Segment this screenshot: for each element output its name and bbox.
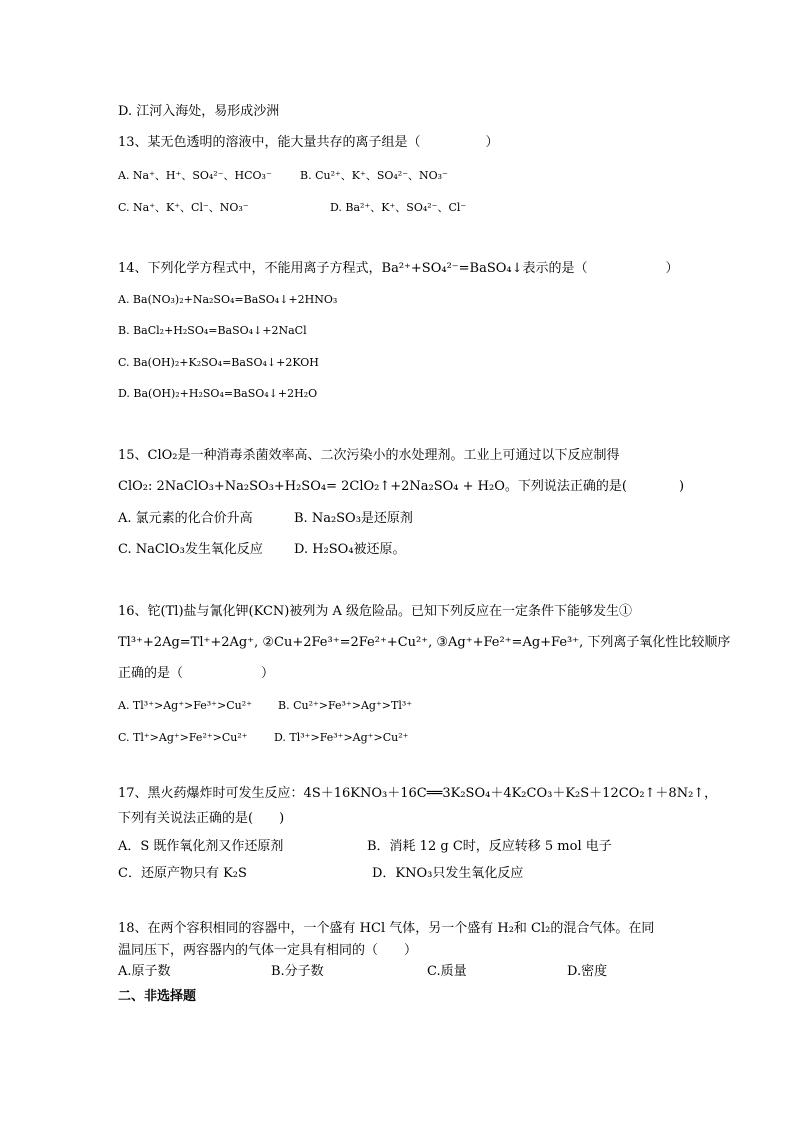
q18-option-d: D.密度 xyxy=(567,964,608,979)
question-16-stem-line1: 16、铊(Tl)盐与氰化钾(KCN)被列为 A 级危险品。已知下列反应在一定条件下能够发生① xyxy=(118,604,632,619)
section-heading: 二、非选择题 xyxy=(118,989,197,1004)
q15-option-b: B. Na₂SO₃是还原剂 xyxy=(294,511,413,526)
q14-option-d: D. Ba(OH)₂+H₂SO₄=BaSO₄↓+2H₂O xyxy=(118,387,318,400)
q14-option-c: C. Ba(OH)₂+K₂SO₄=BaSO₄↓+2KOH xyxy=(118,356,319,369)
question-16-stem-line2: Tl³⁺+2Ag=Tl⁺+2Ag⁺, ②Cu+2Fe³⁺=2Fe²⁺+Cu²⁺, ③Ag⁺+Fe²⁺=Ag+Fe³⁺, 下列离子氧化性比较顺序 xyxy=(118,635,731,650)
q16-option-b: B. Cu²⁺>Fe³⁺>Ag⁺>Tl³⁺ xyxy=(278,699,413,712)
question-13-stem: 13、某无色透明的溶液中，能大量共存的离子组是（ ） xyxy=(118,135,499,150)
q18-option-c: C.质量 xyxy=(427,964,467,979)
q18-option-b: B.分子数 xyxy=(271,964,324,979)
question-15-stem-line1: 15、ClO₂是一种消毒杀菌效率高、二次污染小的水处理剂。工业上可通过以下反应制得 xyxy=(118,448,620,463)
q12-option-d: D. 江河入海处，易形成沙洲 xyxy=(118,104,280,119)
question-15-stem-line2: ClO₂: 2NaClO₃+Na₂SO₃+H₂SO₄= 2ClO₂↑+2Na₂SO₄ + H₂O。下列说法正确的是( ) xyxy=(118,479,685,494)
q16-option-d: D. Tl³⁺>Fe³⁺>Ag⁺>Cu²⁺ xyxy=(274,731,409,744)
q17-option-a: A．S 既作氧化剂又作还原剂 xyxy=(118,839,284,854)
q13-option-d: D. Ba²⁺、K⁺、SO₄²⁻、Cl⁻ xyxy=(330,201,467,214)
question-14-stem: 14、下列化学方程式中，不能用离子方程式，Ba²⁺+SO₄²⁻=BaSO₄↓表示的是（ ） xyxy=(118,261,679,276)
q16-option-c: C. Tl⁺>Ag⁺>Fe²⁺>Cu²⁺ xyxy=(118,731,248,744)
q15-option-c: C. NaClO₃发生氧化反应 xyxy=(118,542,263,557)
q17-option-d: D．KNO₃只发生氧化反应 xyxy=(372,866,524,881)
q14-option-a: A. Ba(NO₃)₂+Na₂SO₄=BaSO₄↓+2HNO₃ xyxy=(118,293,338,306)
q17-option-b: B．消耗 12 g C时，反应转移 5 mol 电子 xyxy=(367,839,612,854)
q13-option-a: A. Na⁺、H⁺、SO₄²⁻、HCO₃⁻ xyxy=(118,169,272,182)
question-18-stem-line1: 18、在两个容积相同的容器中，一个盛有 HCl 气体，另一个盛有 H₂和 Cl₂的混合气体。在同 xyxy=(118,921,655,936)
q18-option-a: A.原子数 xyxy=(118,964,171,979)
q13-option-b: B. Cu²⁺、K⁺、SO₄²⁻、NO₃⁻ xyxy=(300,169,448,182)
question-17-stem-line2: 下列有关说法正确的是( ) xyxy=(118,811,285,826)
q13-option-c: C. Na⁺、K⁺、Cl⁻、NO₃⁻ xyxy=(118,201,249,214)
question-17-stem-line1: 17、黑火药爆炸时可发生反应：4S＋16KNO₃＋16C══3K₂SO₄＋4K₂CO₃＋K₂S＋12CO₂↑＋8N₂↑， xyxy=(118,786,718,801)
q15-option-d: D. H₂SO₄被还原。 xyxy=(294,542,406,557)
q14-option-b: B. BaCl₂+H₂SO₄=BaSO₄↓+2NaCl xyxy=(118,324,307,337)
q16-option-a: A. Tl³⁺>Ag⁺>Fe³⁺>Cu²⁺ xyxy=(118,699,252,712)
question-18-stem-line2: 温同压下，两容器内的气体一定具有相同的（ ） xyxy=(118,943,418,958)
q15-option-a: A. 氯元素的化合价升高 xyxy=(118,511,253,526)
question-16-stem-line3: 正确的是（ ） xyxy=(118,666,275,681)
q17-option-c: C．还原产物只有 K₂S xyxy=(118,866,247,881)
